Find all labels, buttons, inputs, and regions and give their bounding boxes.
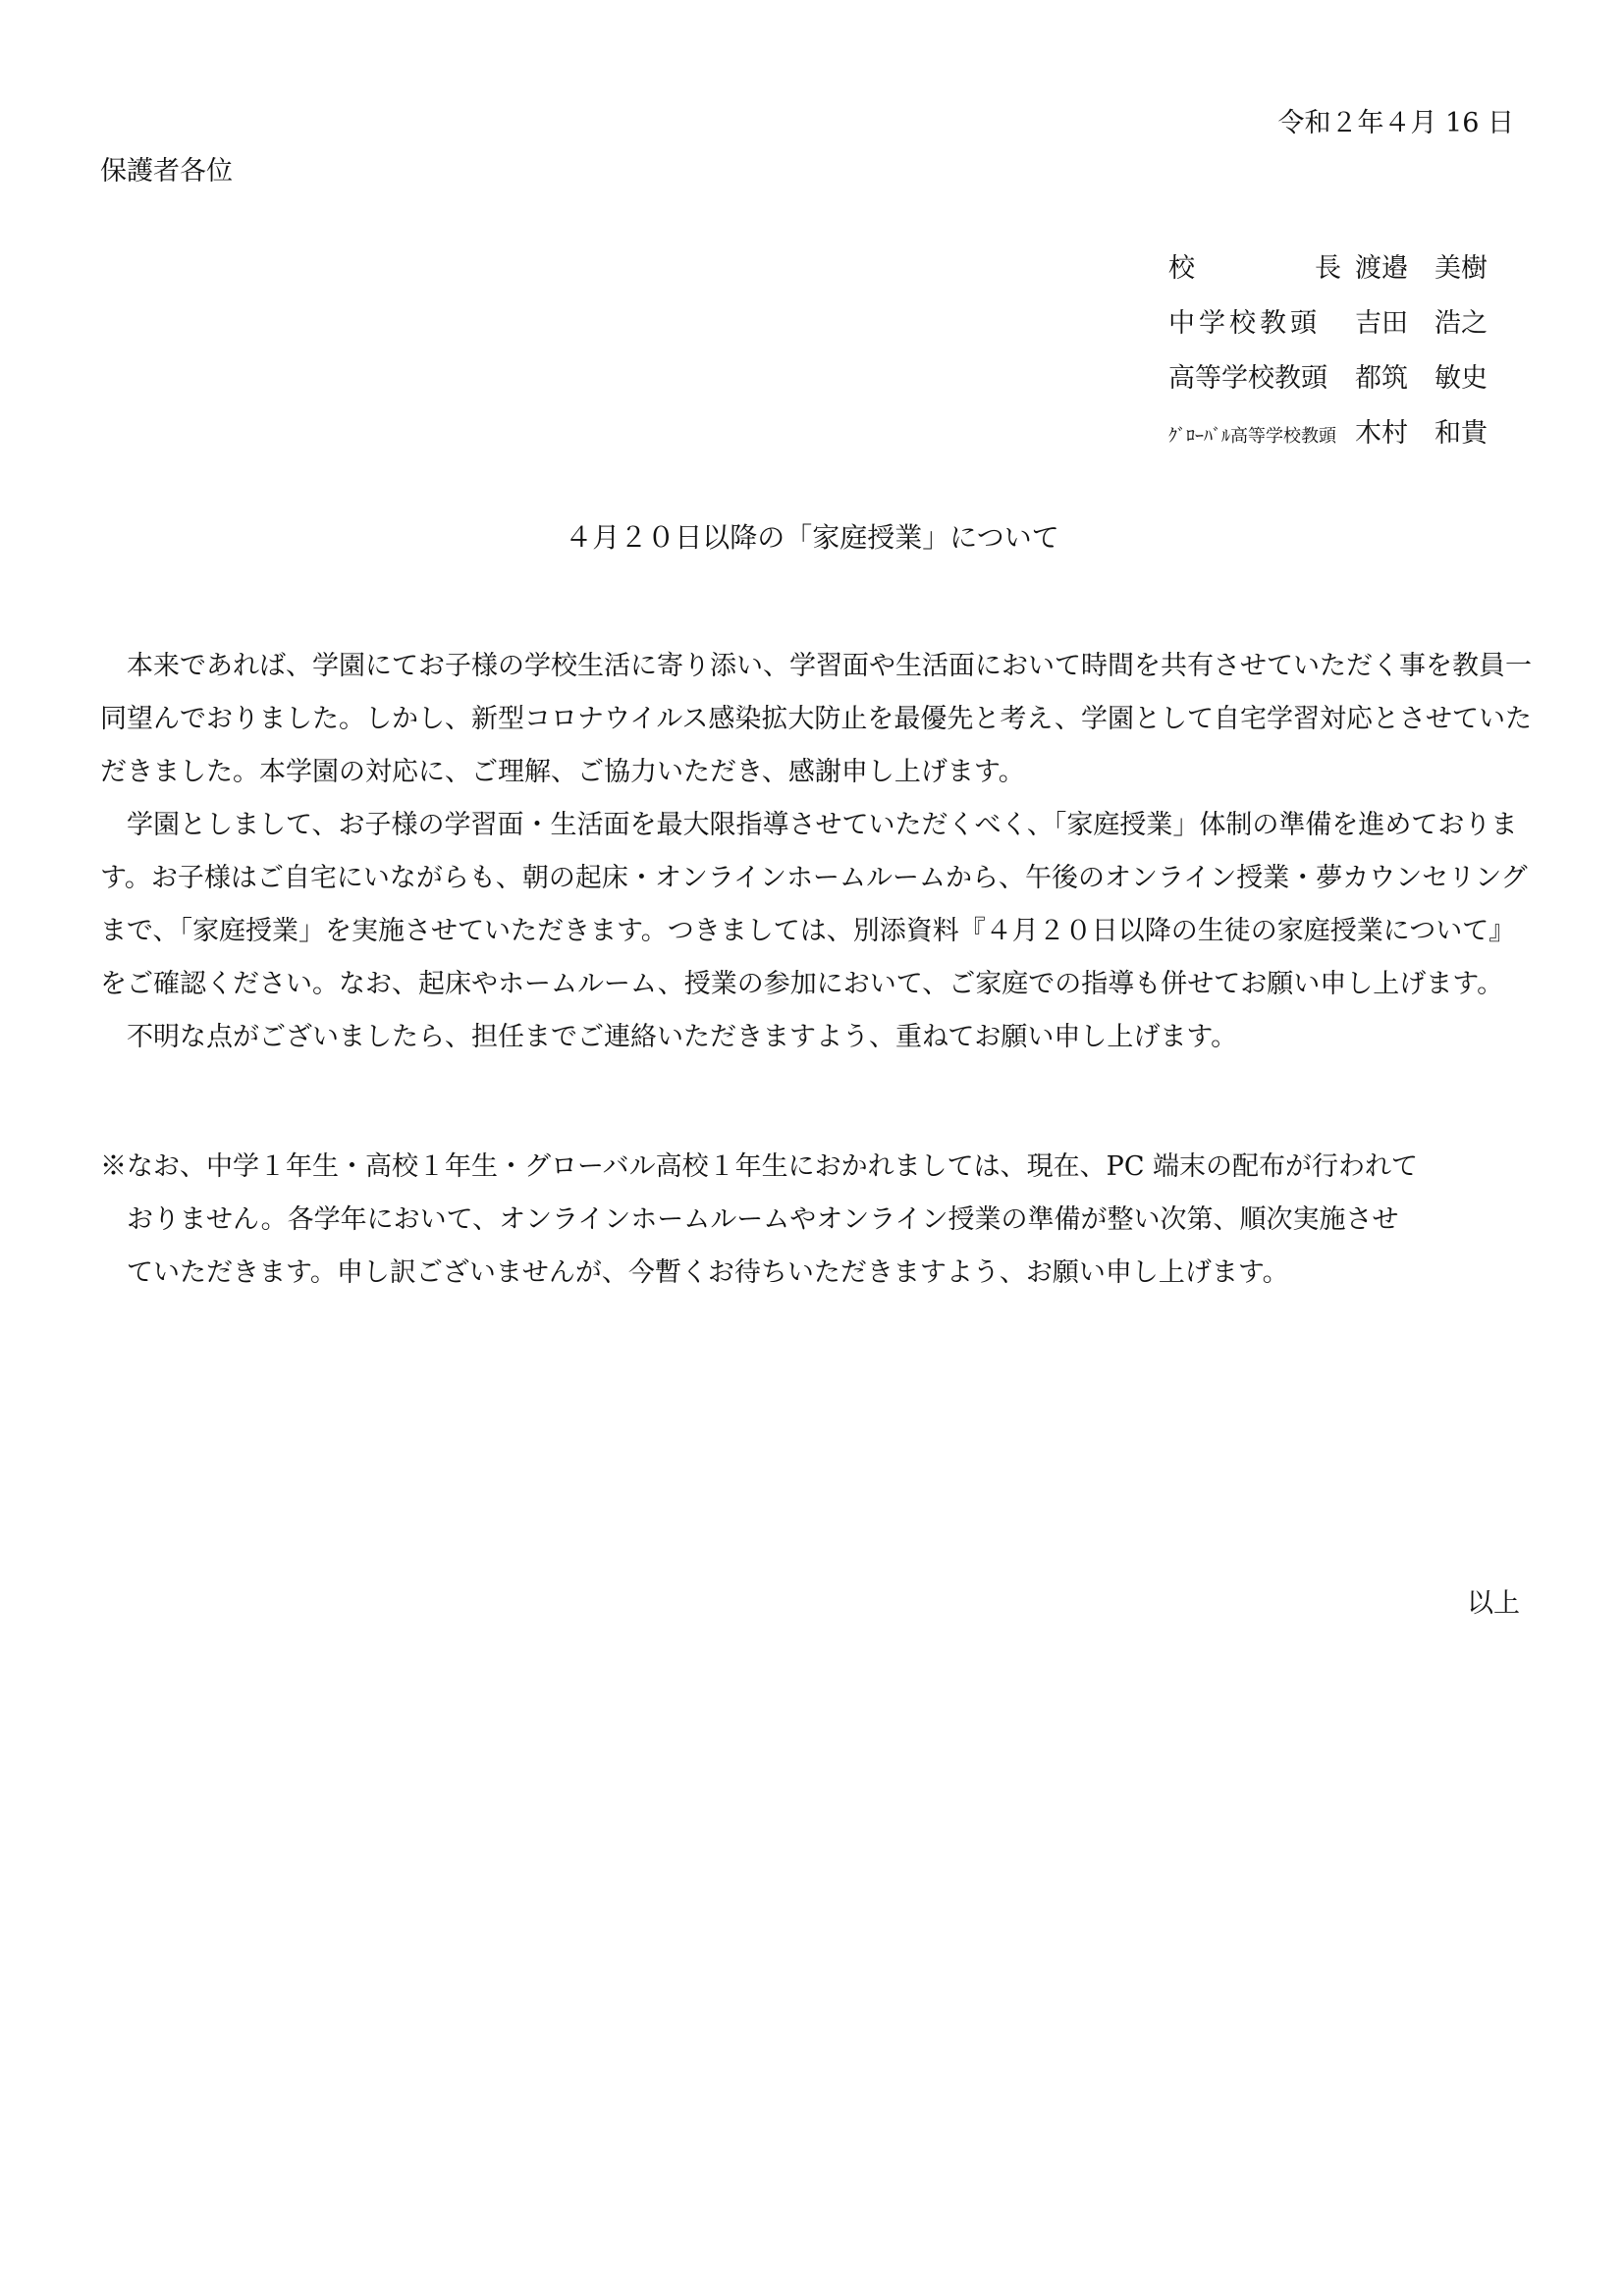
signature-title: 校 長 [1168, 253, 1341, 284]
signature-name: 吉田 浩之 [1355, 308, 1488, 339]
document-title: ４月２０日以降の「家庭授業」について [565, 521, 1059, 554]
note-line: ※なお、中学１年生・高校１年生・グローバル高校１年生におかれましては、現在、PC 端末の配布が行われて [100, 1151, 1419, 1182]
signature-principal [1168, 251, 1522, 306]
closing-mark: 以上 [1467, 1588, 1520, 1619]
signature-block [1168, 251, 1522, 471]
signature-title: 中学校教頭 [1168, 308, 1321, 339]
signature-global-hs-vice-principal [1168, 416, 1522, 471]
recipient-line: 保護者各位 [100, 156, 233, 187]
body-paragraph: 本来であれば、学園にてお子様の学校生活に寄り添い、学習面や生活面において時間を共有させていただく事を教員一同望んでおりました。しかし、新型コロナウイルス感染拡大防止を最優先と考え、学園として自宅学習対応とさせていただきました。本学園の対応に、ご理解、ご協力いただき、感謝申し上げます。 [100, 651, 1532, 787]
note-block [100, 1141, 1534, 1300]
document-date: 令和２年４月 16 日 [1277, 108, 1514, 138]
body-text [100, 640, 1534, 1064]
signature-title: ｸﾞﾛｰﾊﾞﾙ高等学校教頭 [1168, 426, 1336, 447]
signature-name: 渡邉 美樹 [1355, 253, 1488, 284]
signature-hs-vice-principal [1168, 361, 1522, 416]
signature-title: 高等学校教頭 [1168, 363, 1327, 394]
body-paragraph: 不明な点がございましたら、担任までご連絡いただきますよう、重ねてお願い申し上げます。 [127, 1022, 1238, 1052]
signature-name: 木村 和貴 [1355, 418, 1488, 449]
body-paragraph: 学園としまして、お子様の学習面・生活面を最大限指導させていただくべく、「家庭授業」体制の準備を進めております。お子様はご自宅にいながらも、朝の起床・オンラインホームルームから、午後のオンライン授業・夢カウンセリングまで、「家庭授業」を実施させていただきます。つきましては、別添資料『４月２０日以降の生徒の家庭授業について』をご確認ください。なお、起床やホームルーム、授業の参加において、ご家庭での指導も併せてお願い申し上げます。 [100, 810, 1528, 999]
signature-name: 都筑 敏史 [1355, 363, 1488, 394]
signature-jhs-vice-principal [1168, 306, 1522, 361]
note-line: おりません。各学年において、オンラインホームルームやオンライン授業の準備が整い次第、順次実施させ [127, 1204, 1399, 1235]
note-line: ていただきます。申し訳ございませんが、今暫くお待ちいただきますよう、お願い申し上げます。 [127, 1257, 1289, 1288]
